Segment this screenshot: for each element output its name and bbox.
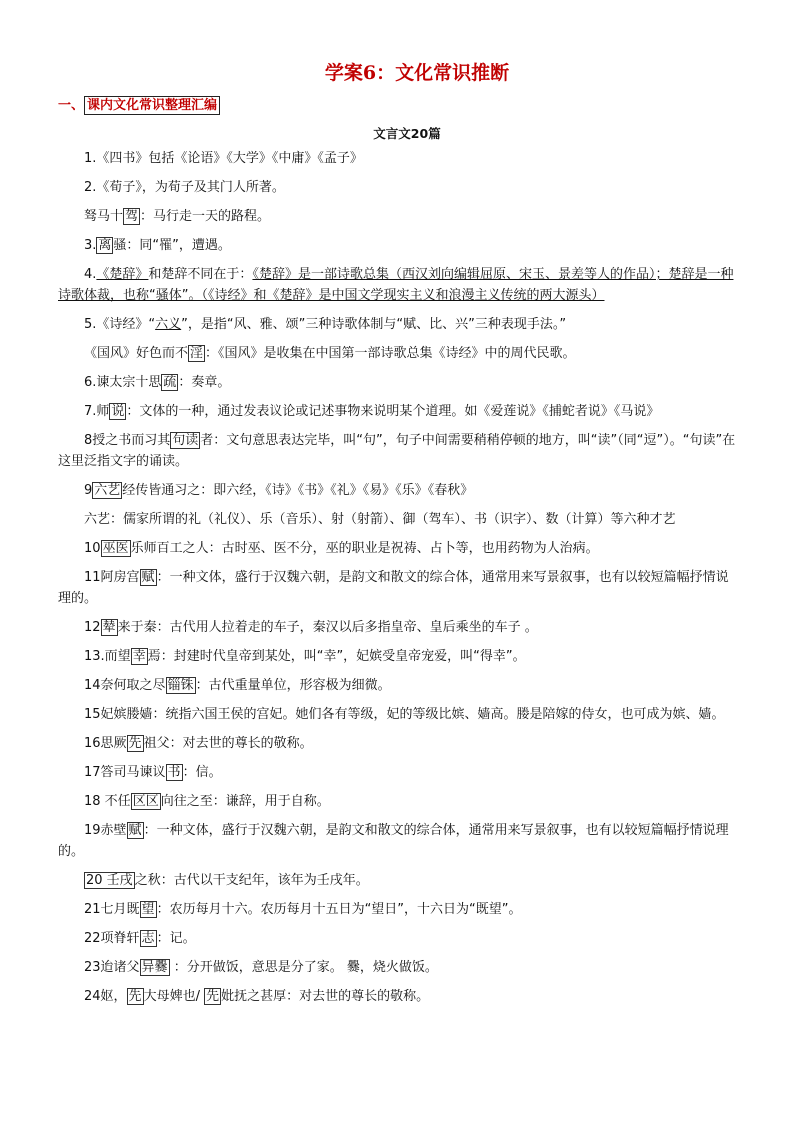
note-paragraph	[58, 206, 738, 227]
boxed-term: 先	[128, 989, 142, 1004]
paragraph-text: 7.师	[84, 404, 110, 419]
paragraph-text: ：古代重量单位，形容极为细微。	[195, 678, 391, 693]
paragraph-text: 1.《四书》包括《论语》《大学》《中庸》《孟子》	[84, 151, 363, 166]
boxed-term: 赋	[141, 570, 155, 585]
paragraph-text: ：奏章。	[178, 375, 231, 390]
paragraph-text: 21七月既	[84, 902, 140, 917]
note-paragraph	[58, 762, 738, 783]
note-paragraph	[58, 538, 738, 559]
note-paragraph	[58, 899, 738, 920]
note-paragraph	[58, 235, 738, 256]
paragraph-text: 经传皆通习之：即六经，《诗》《书》《礼》《易》《乐》《春秋》	[122, 483, 474, 498]
boxed-term: 书	[167, 765, 181, 780]
paragraph-text: 和楚辞不同在于：	[148, 267, 253, 282]
paragraph-text: 驽马十	[84, 209, 124, 224]
paragraph-text: 13.而望	[84, 649, 131, 664]
boxed-term: 淫	[190, 346, 204, 361]
boxed-term: 区区	[132, 794, 159, 809]
paragraph-text: 19赤壁	[84, 823, 127, 838]
note-paragraph	[58, 148, 738, 169]
boxed-term: 说	[111, 404, 125, 419]
paragraph-text: 11阿房宫	[84, 570, 140, 585]
paragraph-text: 18 不任	[84, 794, 131, 809]
note-paragraph	[58, 264, 738, 306]
boxed-term: 疏	[163, 375, 177, 390]
paragraph-text: ：记。	[156, 931, 196, 946]
underlined-text: 《楚辞》	[96, 267, 149, 282]
subtitle: 文言文20篇	[373, 126, 441, 141]
note-paragraph	[58, 986, 738, 1007]
paragraph-text: 22项脊轩	[84, 931, 140, 946]
paragraph-text: 大母婢也/	[143, 989, 205, 1004]
note-paragraph	[58, 343, 738, 364]
section-number: 一、	[58, 98, 85, 113]
boxed-term: 望	[141, 902, 155, 917]
boxed-term: 驾	[125, 209, 139, 224]
paragraph-text: 15妃嫔媵嫱：统指六国王侯的宫妃。她们各有等级，妃的等级比嫔、嫱高。媵是陪嫁的侍女，也可成为嫔、嫱。	[84, 707, 725, 722]
paragraph-text: 4.	[84, 267, 97, 282]
note-paragraph	[58, 509, 738, 530]
note-paragraph	[58, 401, 738, 422]
boxed-term: 离	[98, 238, 112, 253]
paragraph-text: 12	[84, 620, 101, 635]
paragraph-text: 10	[84, 541, 101, 556]
note-paragraph	[58, 928, 738, 949]
paragraph-text: ：马行走一天的路程。	[140, 209, 271, 224]
paragraph-text: 骚：同“罹”，遭遇。	[113, 238, 231, 253]
paragraph-text: 六艺：儒家所谓的礼（礼仪）、乐（音乐）、射（射箭）、御（驾车）、书（识字）、数（计算）等六种才艺	[84, 512, 676, 527]
paragraph-text: 之秋：古代以干支纪年，该年为壬戌年。	[134, 873, 369, 888]
paragraph-text: 14奈何取之尽	[84, 678, 166, 693]
boxed-term: 20 壬戌	[86, 873, 133, 888]
paragraph-text: ：分开做饭，意思是分了家。 爨，烧火做饭。	[169, 960, 438, 975]
underlined-text: 六义	[155, 317, 182, 332]
note-paragraph	[58, 733, 738, 754]
note-paragraph	[58, 870, 738, 891]
paragraph-text: ：信。	[182, 765, 222, 780]
paragraph-text: 来于秦：古代用人拉着走的车子，秦汉以后多指皇帝、皇后乘坐的车子 。	[117, 620, 538, 635]
boxed-term: 辇	[102, 620, 116, 635]
paragraph-text: ：《国风》是收集在中国第一部诗歌总集《诗经》中的周代民歌。	[205, 346, 576, 361]
boxed-term: 锱铢	[167, 678, 194, 693]
paragraph-text: ：一种文体，盛行于汉魏六朝，是韵文和散文的综合体，通常用来写景叙事，也有以较短篇幅抒情说理的。	[58, 823, 729, 859]
boxed-term: 幸	[132, 649, 146, 664]
paragraph-text: 妣抚之甚厚：对去世的尊长的敬称。	[221, 989, 430, 1004]
boxed-term: 先	[128, 736, 142, 751]
underlined-text: 《楚辞》是一部诗歌总集（西汉刘向编辑屈原、宋玉、景差等人的作品）；楚辞是一种诗歌体裁，也称“骚体”。（《诗经》和《楚辞》是中国文学现实主义和浪漫主义传统的两大源头）	[58, 267, 734, 303]
boxed-term: 异爨	[141, 960, 168, 975]
paragraph-text: ”，是指“风、雅、颂”三种诗歌体制与“赋、比、兴”三种表现手法。”	[181, 317, 567, 332]
paragraph-text: 者：文句意思表达完毕，叫“句”，句子中间需要稍稍停顿的地方，叫“读”（同“逗”）。“句读”在这里泛指文字的诵读。	[58, 433, 736, 469]
section-label: 课内文化常识整理汇编	[84, 96, 220, 115]
paragraph-text: 23迨诸父	[84, 960, 140, 975]
page-title: 学案6：文化常识推断	[324, 62, 510, 84]
paragraph-text: 6.谏太宗十思	[84, 375, 162, 390]
paragraph-text: 9	[84, 483, 93, 498]
paragraph-text: 2.《荀子》，为荀子及其门人所著。	[84, 180, 285, 195]
boxed-term: 志	[141, 931, 155, 946]
paragraph-text: 8授之书而习其	[84, 433, 171, 448]
note-paragraph	[58, 820, 738, 862]
paragraph-text: 17答司马谏议	[84, 765, 166, 780]
section-heading	[58, 94, 220, 113]
paragraph-text: ：一种文体，盛行于汉魏六朝，是韵文和散文的综合体，通常用来写景叙事，也有以较短篇幅抒情说理的。	[58, 570, 729, 606]
paragraph-text: 3.	[84, 238, 97, 253]
paragraph-text: ：农历每月十六。农历每月十五日为“望日”，十六日为“既望”。	[156, 902, 522, 917]
boxed-term: 六艺	[94, 483, 121, 498]
boxed-term: 句读	[172, 433, 199, 448]
boxed-term: 先	[206, 989, 220, 1004]
note-paragraph	[58, 704, 738, 725]
boxed-term: 巫医	[102, 541, 129, 556]
paragraph-text: ：文体的一种，通过发表议论或记述事物来说明某个道理。如《爱莲说》《捕蛇者说》《马说》	[126, 404, 660, 419]
paragraph-text: 24妪，	[84, 989, 127, 1004]
paragraph-text: 向往之至：谦辞，用于自称。	[160, 794, 330, 809]
note-paragraph	[58, 791, 738, 812]
note-paragraph	[58, 372, 738, 393]
note-paragraph	[58, 675, 738, 696]
paragraph-text: 16思厥	[84, 736, 127, 751]
content-body	[58, 148, 738, 1015]
note-paragraph	[58, 177, 738, 198]
note-paragraph	[58, 430, 738, 472]
paragraph-text: 焉：封建时代皇帝到某处，叫“幸”，妃嫔受皇帝宠爱，叫“得幸”。	[147, 649, 526, 664]
paragraph-text: 祖父：对去世的尊长的敬称。	[143, 736, 313, 751]
note-paragraph	[58, 314, 738, 335]
paragraph-text: 《国风》好色而不	[84, 346, 189, 361]
note-paragraph	[58, 646, 738, 667]
note-paragraph	[58, 480, 738, 501]
paragraph-text: 5.《诗经》“	[84, 317, 156, 332]
paragraph-text: 乐师百工之人：古时巫、医不分，巫的职业是祝祷、占卜等，也用药物为人治病。	[130, 541, 599, 556]
note-paragraph	[58, 567, 738, 609]
boxed-term: 赋	[128, 823, 142, 838]
note-paragraph	[58, 617, 738, 638]
note-paragraph	[58, 957, 738, 978]
